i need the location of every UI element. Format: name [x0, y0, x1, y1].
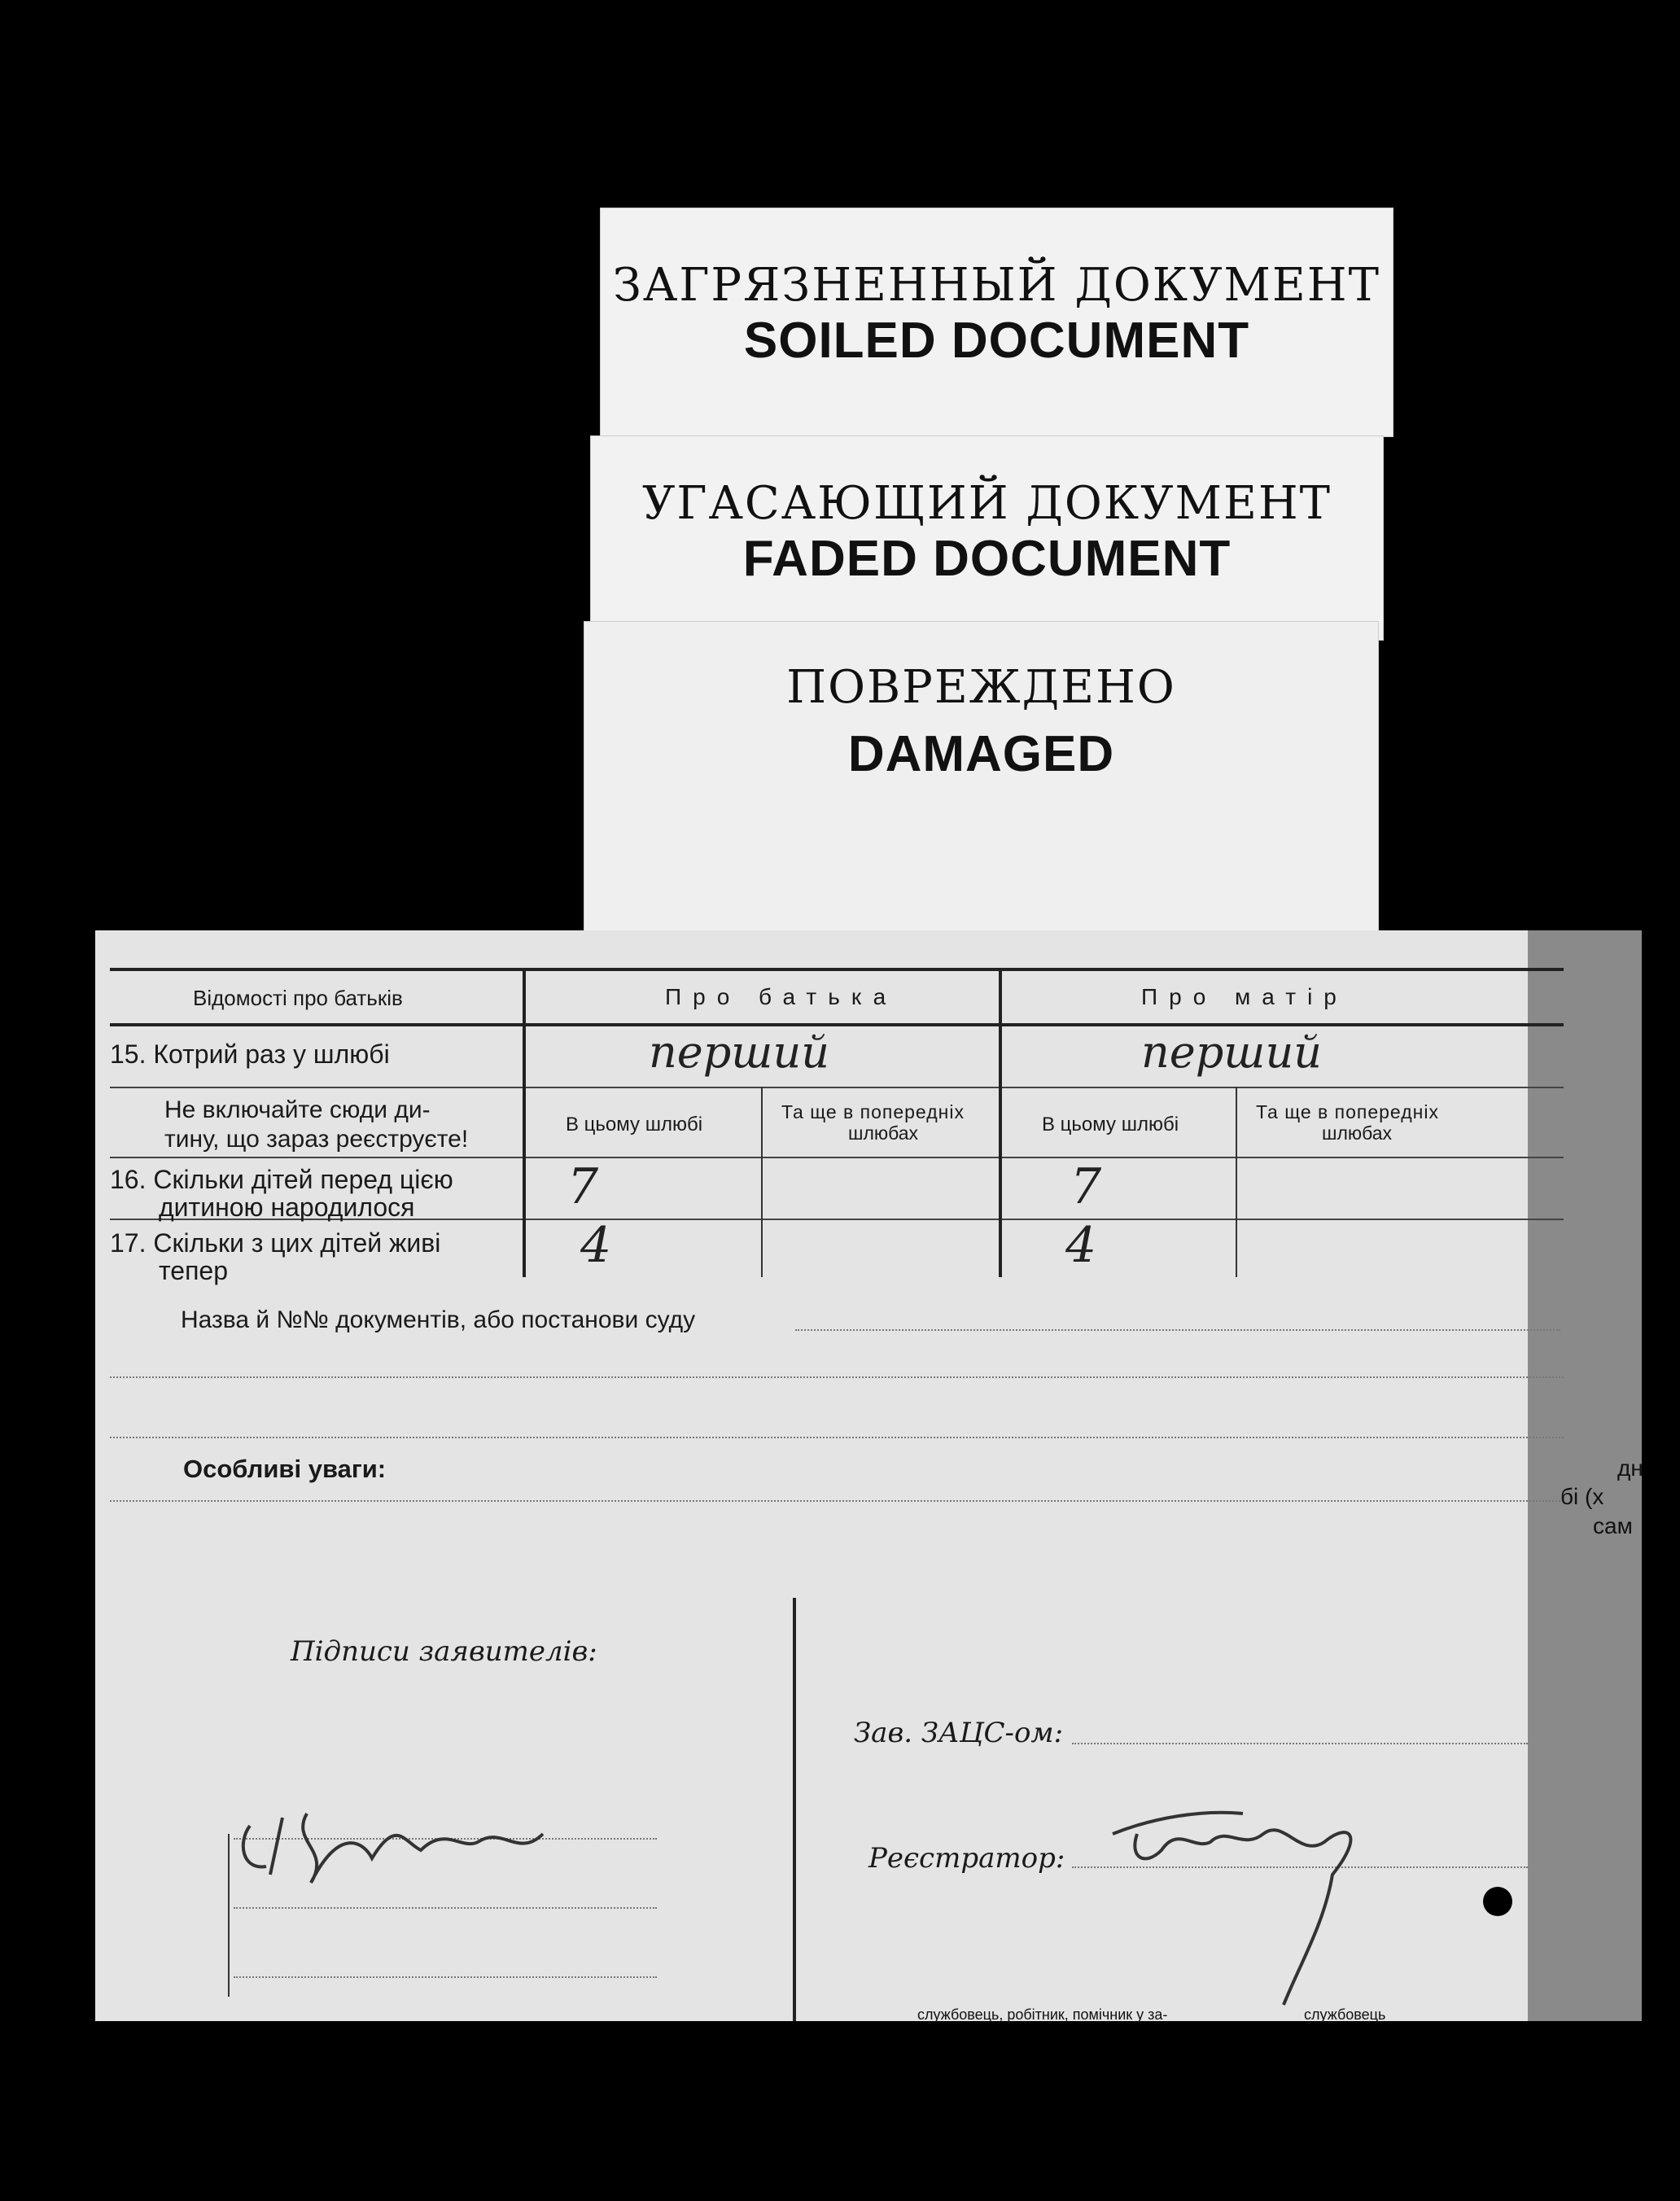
row17-father-this: 4	[580, 1217, 612, 1274]
applicant-line-2	[234, 1907, 657, 1909]
documents-line-2	[110, 1376, 1564, 1378]
signature-divider	[793, 1598, 796, 2021]
bleed-fragment-a: дн	[1617, 1455, 1643, 1481]
row17-line1: 17. Скільки з цих дітей живі	[110, 1228, 441, 1258]
row15-bottom-rule	[110, 1087, 1564, 1088]
soiled-document-label	[600, 208, 1393, 437]
damaged-document-label	[584, 621, 1379, 934]
zags-head-line	[1072, 1743, 1528, 1744]
soiled-label-ru: ЗАГРЯЗНЕННЫЙ ДОКУМЕНТ	[613, 259, 1380, 312]
faded-label-en: FADED DOCUMENT	[742, 531, 1232, 587]
applicant-signature	[234, 1793, 673, 1899]
applicant-line-3	[234, 1976, 657, 1978]
col-divider-2	[999, 968, 1002, 1277]
punch-hole	[1483, 1887, 1512, 1916]
remarks-label: Особливі уваги:	[183, 1455, 387, 1483]
damaged-label-en: DAMAGED	[847, 726, 1115, 782]
bleed-fragment-b: бі (х	[1560, 1484, 1604, 1509]
row17-line2: тепер	[159, 1256, 229, 1285]
row16-father-this: 7	[567, 1158, 599, 1215]
applicants-bracket	[228, 1834, 230, 1997]
row16-line1: 16. Скільки дітей перед цією	[110, 1165, 453, 1194]
registration-form-sheet	[95, 930, 1642, 2021]
row16-line2: дитиною народилося	[159, 1192, 415, 1222]
faded-document-label	[590, 435, 1384, 641]
header-bottom-rule	[110, 1023, 1564, 1026]
documents-line-3	[110, 1437, 1564, 1438]
row16-mother-this: 7	[1070, 1158, 1102, 1215]
row15-mother-value: перший	[1141, 1026, 1323, 1078]
damaged-label-ru: ПОВРЕЖДЕНО	[786, 661, 1176, 714]
table-top-rule	[110, 968, 1564, 971]
row15-father-value: перший	[649, 1026, 830, 1078]
registrar-signature	[1088, 1777, 1512, 2021]
applicants-signatures-label: Підписи заявителів:	[291, 1635, 597, 1668]
mother-previous-header-2: шлюбах	[1322, 1122, 1393, 1144]
registrar-label: Реєстратор:	[868, 1842, 1065, 1875]
zags-head-label: Зав. ЗАЦС-ом:	[854, 1717, 1064, 1749]
header-father: Про батька	[665, 984, 898, 1009]
bleed-fragment-bottom-left: службовець, робітник, помічник у за-	[917, 2006, 1168, 2023]
col-divider-mother-sub	[1236, 1087, 1237, 1277]
soiled-label-en: SOILED DOCUMENT	[743, 313, 1250, 369]
documents-label: Назва й №№ документів, або постанови суду	[181, 1306, 696, 1333]
mother-previous-header-1: Та ще в попередніх	[1256, 1101, 1439, 1122]
father-previous-header-1: Та ще в попередніх	[781, 1101, 965, 1122]
documents-line	[795, 1329, 1560, 1331]
father-previous-header-2: шлюбах	[848, 1122, 919, 1144]
col-divider-father-sub	[761, 1087, 763, 1277]
header-parents-info: Відомості про батьків	[193, 986, 403, 1010]
note-line1: Не включайте сюди ди-	[164, 1096, 431, 1123]
col-divider-1	[523, 968, 526, 1277]
remarks-line	[110, 1500, 1564, 1502]
note-bottom-rule	[110, 1157, 1564, 1158]
row17-mother-this: 4	[1065, 1217, 1097, 1274]
note-line2: тину, що зараз реєструєте!	[164, 1126, 469, 1153]
header-mother: Про матір	[1141, 984, 1348, 1009]
bleed-fragment-c: сам	[1593, 1513, 1633, 1538]
row15-label: 15. Котрий раз у шлюбі	[110, 1039, 390, 1069]
bleed-fragment-bottom-right: службовець	[1304, 2006, 1386, 2023]
father-this-marriage-header: В цьому шлюбі	[566, 1114, 703, 1136]
mother-this-marriage-header: В цьому шлюбі	[1042, 1114, 1179, 1136]
faded-label-ru: УГАСАЮЩИЙ ДОКУМЕНТ	[641, 477, 1332, 530]
